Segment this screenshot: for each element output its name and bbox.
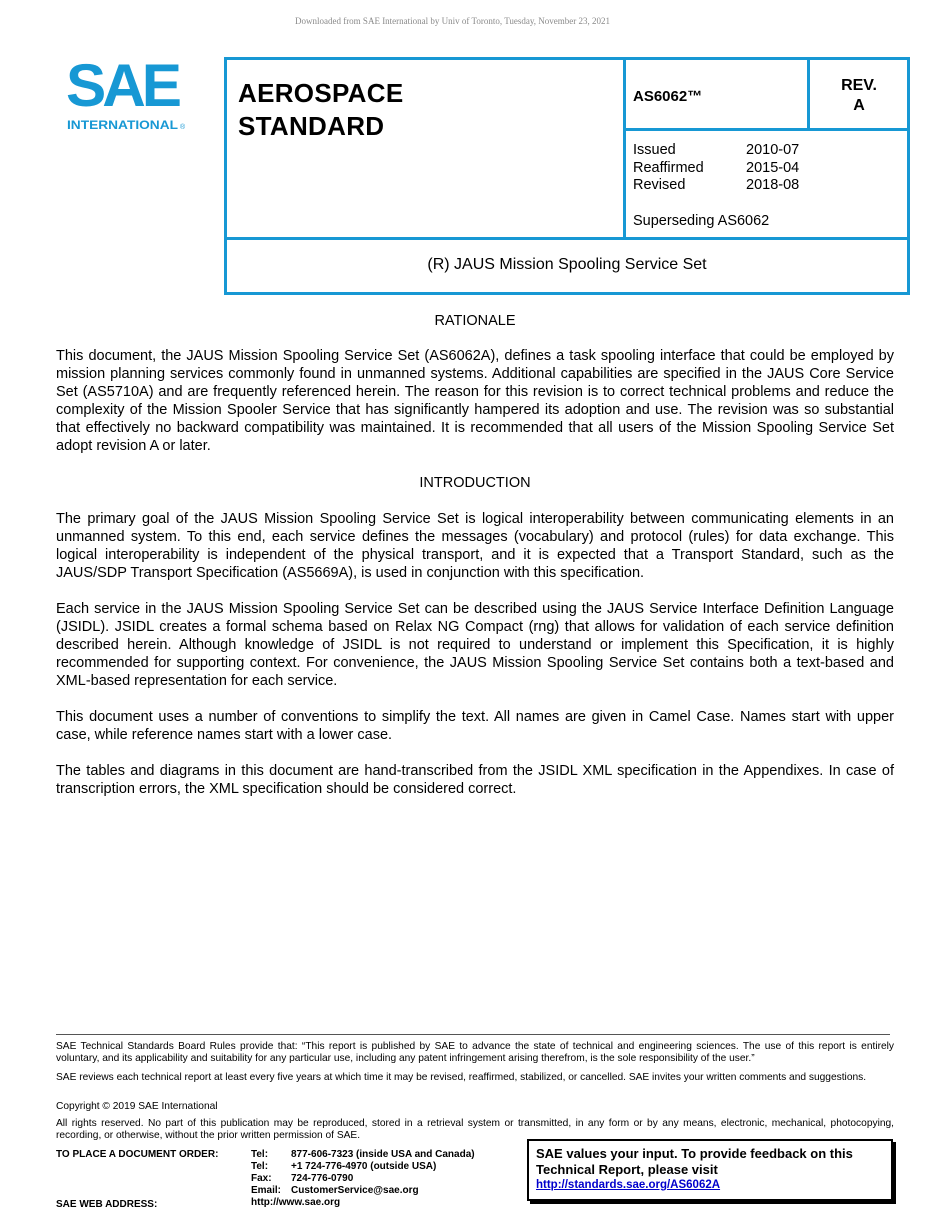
order-contacts (251, 1149, 475, 1209)
header-divider-top (623, 128, 907, 131)
order-label: TO PLACE A DOCUMENT ORDER: (56, 1149, 219, 1160)
rights-note: All rights reserved. No part of this publication may be reproduced, stored in a retrieval system or transmitted, in any form or by any means, electronic, mechanical, photocopying, recording, or otherwise, without the prior written permission of SAE. (56, 1118, 894, 1141)
date-label: Revised (633, 177, 686, 193)
contact-row (251, 1149, 475, 1161)
logo-wordmark: SAE (66, 54, 180, 119)
contact-row (251, 1173, 475, 1185)
contact-label: Tel: (251, 1161, 269, 1172)
revision-block (811, 76, 907, 116)
footer-divider (56, 1034, 890, 1035)
logo-registered-mark: ® (180, 124, 186, 131)
contact-value: 877-606-7323 (inside USA and Canada) (291, 1149, 475, 1160)
review-note: SAE reviews each technical report at least every five years at which time it may be revised, reaffirmed, stabilized, or cancelled. SAE invites your written comments and suggestions. (56, 1072, 867, 1083)
date-row (633, 142, 799, 160)
contact-value: 724-776-0790 (291, 1173, 354, 1184)
introduction-paragraph-1: The primary goal of the JAUS Mission Spooling Service Set is logical interoperability between communicating elements in an unmanned system. To this end, each service defines the messages (vocabulary) and protocol (rules) for data exchange. This logical interoperability is independent of the physical transport, and it is expected that a Transport Standard, such as the JAUS/SDP Transport Specification (AS5669A), is used in conjunction with this specification. (56, 511, 894, 581)
contact-label: Tel: (251, 1149, 269, 1160)
contact-row (251, 1161, 475, 1173)
board-rules-note: SAE Technical Standards Board Rules provide that: “This report is published by SAE to advance the state of technical and engineering sciences. The use of this report is entirely voluntary, and its applicability and suitability for any particular use, including any patent infringement arising therefrom, is the sole responsibility of the user.” (56, 1041, 894, 1064)
copyright-note: Copyright © 2019 SAE International (56, 1101, 218, 1112)
date-label: Reaffirmed (633, 159, 704, 176)
superseding-note: Superseding AS6062 (633, 213, 770, 229)
web-address-row (251, 1197, 475, 1209)
date-value: 2010-07 (746, 142, 800, 158)
standard-type (238, 77, 403, 143)
web-address[interactable]: http://www.sae.org (251, 1197, 341, 1208)
document-title: (R) JAUS Mission Spooling Service Set (427, 256, 707, 273)
header-divider-title (227, 237, 907, 240)
introduction-paragraph-2: Each service in the JAUS Mission Spooling Service Set can be described using the JAUS Service Interface Definition Language (JSIDL). JSIDL creates a formal schema based on Relax NG Compact (rng) that allows for validation of each service definition described herein. Although knowledge of JSIDL is not required to understand or implement this Specification, it is highly recommended for supporting context. For convenience, the JAUS Mission Spooling Service Set contains both a text-based and XML-based representation for each service. (56, 601, 894, 689)
date-label: Issued (633, 142, 676, 158)
revision-label: REV. (841, 77, 877, 94)
date-row (633, 177, 799, 195)
date-value: 2015-04 (746, 159, 800, 176)
contact-row (251, 1185, 475, 1197)
feedback-link[interactable]: http://standards.sae.org/AS6062A (536, 1179, 721, 1191)
date-row (633, 160, 799, 178)
contact-value: +1 724-776-4970 (outside USA) (291, 1161, 437, 1172)
contact-label: Email: (251, 1185, 282, 1196)
rationale-paragraph: This document, the JAUS Mission Spooling Service Set (AS6062A), defines a task spooling interface that could be employed by mission planning services commonly found in unmanned systems. Additional capabilities are specified in the JAUS Core Service Set (AS5710A) and are frequently referenced herein. The reason for this revision is to correct technical problems and reduce the complexity of the Mission Spooler Service that has significantly hampered its adoption and use. The revision was so substantial that effectively no backward compatibility was maintained. It is recommended that all users of the Mission Spooling Service Set adopt revision A or later. (56, 348, 894, 454)
header-divider-rev (807, 60, 810, 128)
sae-logo (66, 54, 191, 134)
introduction-paragraph-4: The tables and diagrams in this document are hand-transcribed from the JSIDL XML specification in the Appendixes. In case of transcription errors, the XML specification should be considered correct. (56, 763, 894, 797)
introduction-heading: INTRODUCTION (419, 475, 531, 491)
rationale-heading: RATIONALE (434, 313, 516, 329)
standard-type-line1: AEROSPACE (238, 78, 404, 108)
feedback-text: SAE values your input. To provide feedback on this Technical Report, please visit (536, 1146, 853, 1177)
standard-type-line2: STANDARD (238, 111, 385, 141)
header-divider-left (623, 60, 626, 237)
contact-value: CustomerService@sae.org (291, 1185, 419, 1196)
web-address-label: SAE WEB ADDRESS: (56, 1199, 158, 1210)
contact-label: Fax: (251, 1173, 272, 1184)
download-note: Downloaded from SAE International by Univ of Toronto, Tuesday, November 23, 2021 (294, 16, 611, 26)
document-number: AS6062™ (633, 88, 703, 105)
feedback-box (527, 1139, 893, 1201)
date-history (633, 142, 799, 195)
revision-value: A (853, 97, 865, 114)
date-value: 2018-08 (746, 177, 800, 193)
logo-subtitle: INTERNATIONAL (67, 120, 178, 132)
introduction-paragraph-3: This document uses a number of conventions to simplify the text. All names are given in Camel Case. Names start with upper case, while reference names start with a lower case. (56, 709, 894, 743)
